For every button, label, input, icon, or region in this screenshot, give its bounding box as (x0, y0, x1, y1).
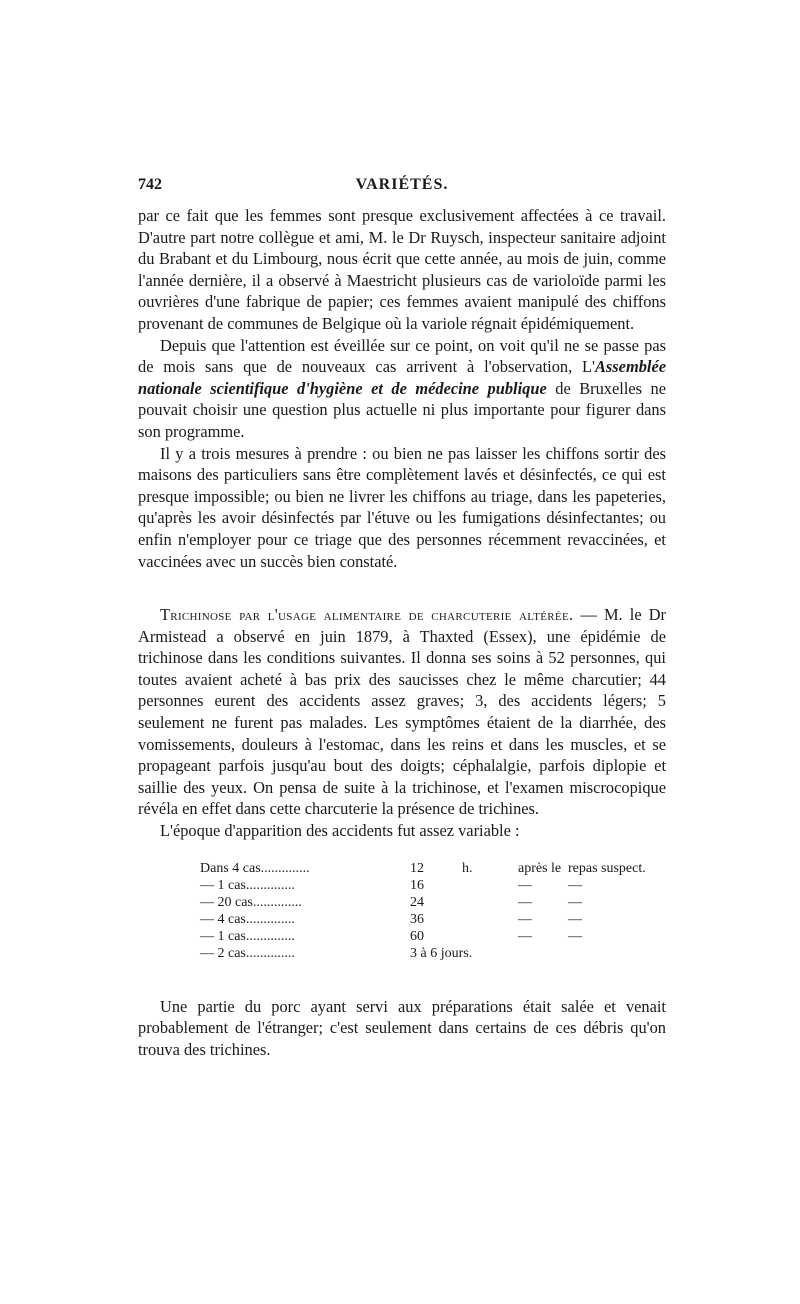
table-row: — 1 cas.............. 60 — — (200, 928, 582, 944)
paragraph-2 (138, 335, 666, 443)
paragraph-3: Il y a trois mesures à prendre : ou bien ne pas laisser les chiffons sortir des maisons des particuliers sans être complètement lavés et désinfectés, ce qui est presque impossible; ou bien ne livrer les chiffons au triage, dans les papeteries, qu'après les avoir désinfectés par l'étuve ou les fumigations désinfectantes; ou enfin n'employer pour ce triage que des personnes récemment revaccinées, et vaccinées avec un succès bien constaté. (138, 443, 666, 571)
table-row: — 20 cas.............. 24 — — (200, 894, 582, 910)
running-title: VARIÉTÉS. (355, 176, 449, 193)
page-header (138, 176, 666, 198)
article-body (138, 205, 666, 1060)
section-gap (138, 572, 666, 604)
table-row: — 2 cas.............. 3 à 6 jours. (200, 945, 473, 961)
assembly-name: Assemblée nationale scientifique d'hygiène et de médecine publique (138, 357, 666, 398)
paragraph-1: par ce fait que les femmes sont presque exclusivement affectées à ce travail. D'autre part notre collègue et ami, M. le Dr Ruysch, inspecteur sanitaire adjoint du Brabant et du Limbourg, nous écrit que cette année, au mois de juin, comme l'année dernière, il a observé à Maestricht plusieurs cas de varioloïde parmi les ouvrières d'une fabrique de papier; ces femmes avaient manipulé des chiffons provenant de communes de Belgique où la variole régnait épidémiquement. (138, 206, 666, 333)
section-heading: Trichinose par l'usage alimentaire de charcuterie altérée. (160, 605, 574, 625)
paragraph-4 (138, 604, 666, 820)
paragraph-5: L'époque d'apparition des accidents fut assez variable : (160, 821, 520, 841)
table-row: Dans 4 cas.............. 12 h. après le repas suspect. (200, 860, 646, 876)
paragraph-4-body: — M. le Dr Armistead a observé en juin 1879, à Thaxted (Essex), une épidémie de trichinose dans les conditions suivantes. Il donna ses soins à 52 personnes, qui toutes avaient acheté à bas prix des saucisses chez le même charcutier; 44 personnes eurent des accidents assez graves; 3, des accidents légers; 5 seulement ne furent pas malades. Les symptômes étaient de la diarrhée, des vomissements, douleurs à l'estomac, dans les reins et dans les muscles, et se propageant parfois jusqu'au bout des doigts; céphalalgie, parfois diplopie et saillie des yeux. On pensa de suite à la trichinose, et l'examen miscrocopique révéla en effet dans cette charcuterie la présence de trichines. (138, 605, 667, 819)
paragraph-6: Une partie du porc ayant servi aux préparations était salée et venait probablement de l'étranger; c'est seulement dans certains de ces débris qu'on trouva des trichines. (138, 996, 666, 1059)
paragraph-2-end: de Bruxelles ne pouvait choisir une question plus actuelle ni plus importante pour figurer dans son programme. (138, 378, 666, 441)
paragraph-2-start: Depuis que l'attention est éveillée sur ce point, on voit qu'il ne se passe pas de mois sans que de nouveaux cas arrivent à l'observation, L' (138, 335, 666, 377)
table-row: — 4 cas.............. 36 — — (200, 911, 582, 927)
timing-table (200, 860, 666, 962)
page-number: 742 (138, 176, 162, 193)
table-row: — 1 cas.............. 16 — — (200, 877, 582, 893)
table-gap (138, 962, 666, 996)
